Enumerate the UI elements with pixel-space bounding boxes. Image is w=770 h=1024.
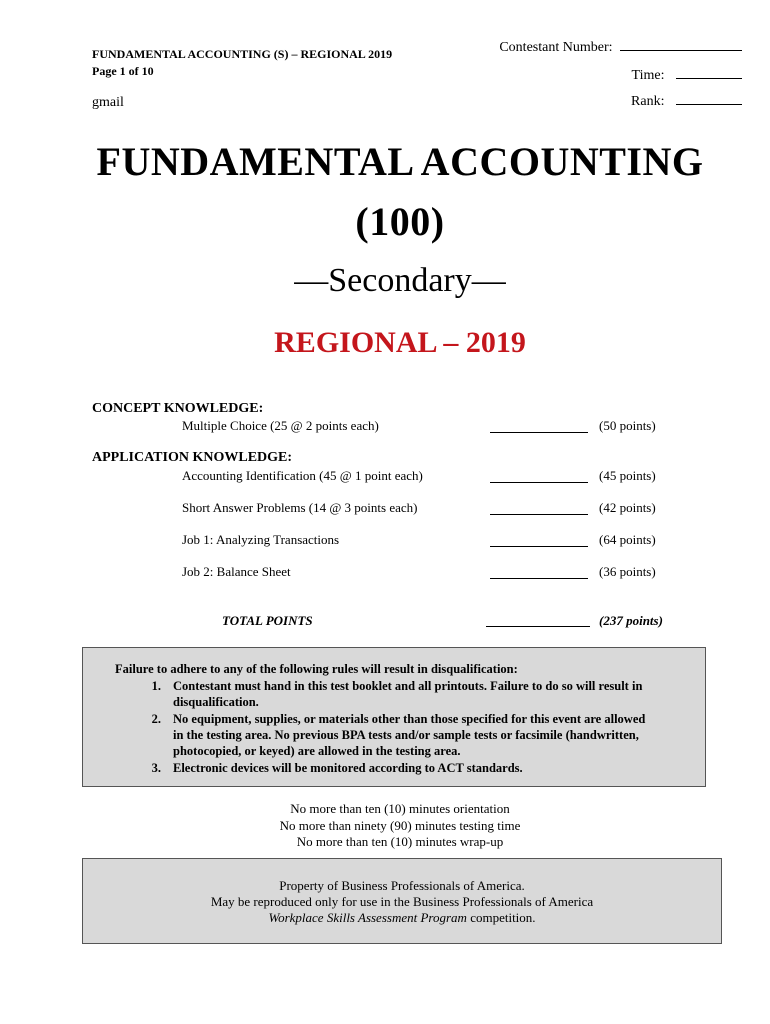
total-score-blank[interactable] [486,626,590,627]
time-label: Time: [631,68,665,83]
rule-text: in the testing area. No previous BPA tests and/or sample tests or facsimile (handwritten, [173,728,639,742]
copyright-line [83,910,721,926]
rule-text: No equipment, supplies, or materials other than those specified for this event are allowed [173,712,646,726]
application-item-score-blank[interactable] [490,545,588,547]
rule-number: 2. [151,712,161,726]
application-item-points: (42 points) [599,500,656,515]
application-item-score-blank[interactable] [490,513,588,515]
regional-title: REGIONAL – 2019 [274,326,526,359]
timing-block [0,801,770,851]
level-subtitle: —Secondary— [294,262,506,299]
event-code: (100) [355,199,445,244]
application-item-points: (64 points) [599,532,656,547]
rule-text: Electronic devices will be monitored according to ACT standards. [173,761,523,775]
rule-item [139,678,699,710]
rule-number: 1. [151,679,161,693]
timing-line: No more than ten (10) minutes wrap-up [296,834,504,849]
page-number: Page 1 of 10 [92,64,154,78]
event-title: FUNDAMENTAL ACCOUNTING [96,139,704,184]
total-points-value: (237 points) [599,613,663,628]
timing-line: No more than ninety (90) minutes testing time [279,817,521,833]
time-blank[interactable] [676,78,742,79]
time-field [632,68,742,84]
copyright-line: Property of Business Professionals of America. [279,878,525,893]
gmail-label: gmail [92,95,124,110]
copyright-line: May be reproduced only for use in the Business Professionals of America [210,894,594,909]
rank-blank[interactable] [676,104,742,105]
contestant-number-blank[interactable] [620,50,742,51]
concept-heading: CONCEPT KNOWLEDGE: [92,401,264,416]
rule-text: photocopied, or keyed) are allowed in the testing area. [173,744,461,758]
rules-box [82,647,706,787]
copyright-line-end: competition. [466,910,536,925]
timing-line: No more than ten (10) minutes orientation [290,801,510,816]
copyright-box [82,858,722,944]
application-item-label: Accounting Identification (45 @ 1 point each) [182,468,423,483]
rule-text: disqualification. [173,695,259,709]
application-item-label: Job 1: Analyzing Transactions [182,532,340,547]
application-item-points: (36 points) [599,564,656,579]
program-name: Workplace Skills Assessment Program [268,910,467,925]
event-line: FUNDAMENTAL ACCOUNTING (S) – REGIONAL 2019 [92,47,393,61]
concept-item-points: (50 points) [599,418,656,433]
rule-item [139,711,699,759]
total-points-label: TOTAL POINTS [222,613,313,628]
rule-text: Contestant must hand in this test booklet and all printouts. Failure to do so will result in [173,679,643,693]
rule-number: 3. [151,761,161,775]
application-item-score-blank[interactable] [490,577,588,579]
rank-label: Rank: [631,94,665,109]
application-item-score-blank[interactable] [490,481,588,483]
rules-heading: Failure to adhere to any of the following rules will result in disqualification: [115,662,518,676]
rank-field [631,94,742,110]
contestant-number-field [499,40,742,56]
concept-item-label: Multiple Choice (25 @ 2 points each) [182,418,379,433]
application-item-points: (45 points) [599,468,656,483]
application-item-label: Job 2: Balance Sheet [182,564,291,579]
concept-item-score-blank[interactable] [490,431,588,433]
application-item-label: Short Answer Problems (14 @ 3 points each) [182,500,418,515]
contestant-number-label: Contestant Number: [499,40,613,55]
rule-item [139,760,699,776]
application-heading: APPLICATION KNOWLEDGE: [92,450,293,465]
